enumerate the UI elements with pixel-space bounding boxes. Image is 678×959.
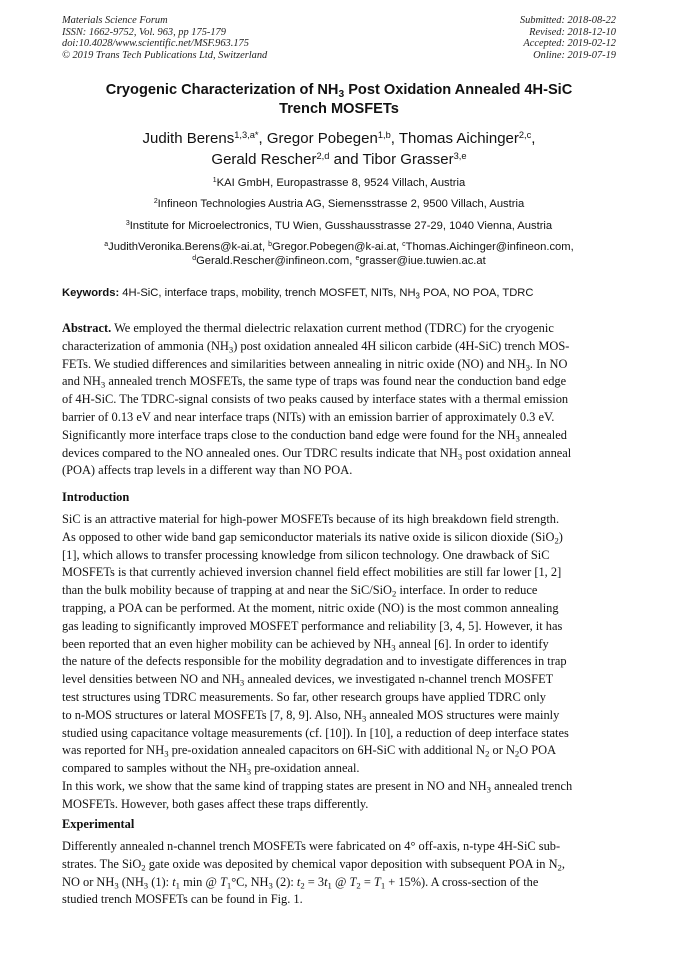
- date-accepted: Accepted: 2019-02-12: [523, 38, 616, 50]
- author-name: Tibor Grasser: [362, 150, 454, 168]
- affiliation-1: $^1$KAI GmbH, Europastrasse 8, 9524 Villach, Austria: [212, 177, 466, 189]
- journal-doi: doi:10.4028/www.scientific.net/MSF.963.175: [62, 38, 249, 50]
- email-link[interactable]: grasser@iue.tuwien.ac.at: [359, 255, 486, 267]
- email-link[interactable]: Gerald.Rescher@infineon.com: [196, 255, 350, 267]
- experimental-text: Differently annealed n-channel trench MOSFETs were fabricated on 4° off-axis, n-type 4H-SiC sub- strates. The SiO$_2$ gate oxide was deposited by chemical vapor deposition with subsequent POA in $N_2$, NO or $NH_3$ ($NH_3$ (1): $t_1$ min @ $T_1^\circ C$, $NH_3$ (2): $t_2 = 3t_1$ @ $T_2 = T_1 + 15\%$). A cross-section of the studied trench MOSFETs can be found in Fig. 1.: [62, 839, 565, 907]
- submission-dates: [520, 15, 616, 61]
- date-online: Online: 2019-07-19: [533, 49, 616, 61]
- abstract-label: Abstract.: [62, 321, 112, 335]
- journal-issn: ISSN: 1662-9752, Vol. 963, pp 175-179: [62, 26, 226, 38]
- section-heading-introduction: Introduction: [62, 490, 130, 504]
- author-emails: $^a$JudithVeronika.Berens@k-ai.at, $^b$Gregor.Pobegen@k-ai.at, $^c$Thomas.Aichinger@infineon.com, $^d$Gerald.Rescher@infineon.com, $^e$grasser@iue.tuwien.ac.at: [104, 241, 574, 267]
- section-heading-experimental: Experimental: [62, 817, 135, 831]
- author-name: Thomas Aichinger: [398, 130, 519, 147]
- journal-name: Materials Science Forum: [62, 15, 168, 26]
- email-link[interactable]: Thomas.Aichinger@infineon.com: [405, 241, 571, 253]
- email-link[interactable]: Gregor.Pobegen@k-ai.at: [272, 241, 396, 253]
- author-list: Judith Berens$^{1,3,a*}$, Gregor Pobegen$^{1,b}$, Thomas Aichinger$^{2,c}$, Gerald Rescher$^{2,d}$ and Tibor Grasser$^{3,e}$: [142, 129, 536, 168]
- keywords: Keywords: 4H-SiC, interface traps, mobility, trench MOSFET, NITs, $NH_3$ POA, NO POA, TDRC: [62, 287, 534, 301]
- journal-info: [62, 15, 267, 61]
- introduction-text: SiC is an attractive material for high-power MOSFETs because of its high breakdown field strength. As opposed to other wide band gap semiconductor materials its native oxide is silicon dioxide (SiO$_2$) [1], which allows to transfer processing knowledge from silicon technology. One drawback of SiC MOSFETs is that currently achieved inversion channel field effect mobilities are still far lower [1, 2] than the bulk mobility because of trapping at and near the SiC/SiO$_2$ interface. In order to reduce trapping, a POA can be performed. At the moment, nitric oxide (NO) is the most common annealing gas leading to significantly improved MOSFET performance and reliability [3, 4, 5]. However, it has been reported that an even higher mobility can be achieved by $NH_3$ anneal [6]. In order to identify the nature of the defects responsible for the mobility degradation and to investigate differences in trap level densities between NO and $NH_3$ annealed devices, we investigated n-channel trench MOSFET test structures using TDRC measurements. So far, other research groups have applied TDRC only to n-MOS structures or lateral MOSFETs [7, 8, 9]. Also, $NH_3$ annealed MOS structures were mainly studied using capacitance voltage measurements (cf. [10]). In [10], a reduction of deep interface states was reported for $NH_3$ pre-oxidation annealed capacitors on 6H-SiC with additional $N_2$ or $N_2O$ POA compared to samples without the $NH_3$ pre-oxidation anneal. In this work, we show that the same kind of trapping states are present in NO and $NH_3$ annealed trench MOSFETs. However, both gases affect these traps differently.: [62, 512, 573, 811]
- author-name: Gregor Pobegen: [266, 130, 378, 147]
- keywords-label: Keywords:: [62, 287, 120, 299]
- date-submitted: Submitted: 2018-08-22: [519, 15, 616, 26]
- author-name: Gerald Rescher: [211, 150, 317, 168]
- abstract: Abstract. We employed the thermal dielectric relaxation current method (TDRC) for the cryogenic characterization of ammonia $(NH_3)$ post oxidation annealed 4H silicon carbide (4H-SiC) trench MOS- FETs. We studied differences and similarities between annealing in nitric oxide (NO) and $NH_3$. In NO and $NH_3$ annealed trench MOSFETs, the same type of traps was found near the conduction band edge of 4H-SiC. The TDRC-signal consists of two peaks caused by interface states with a thermal emission barrier of 0.13 eV and near interface traps (NITs) with an emission barrier of approximately 0.3 eV. Significantly more interface traps close to the conduction band edge were found for the $NH_3$ annealed devices compared to the NO annealed ones. Our TDRC results indicate that $NH_3$ post oxidation anneal (POA) affects trap levels in a different way than NO POA.: [62, 321, 572, 478]
- date-revised: Revised: 2018-12-10: [529, 26, 616, 38]
- journal-copyright: © 2019 Trans Tech Publications Ltd, Switzerland: [62, 49, 268, 61]
- affiliation-2: $^2$Infineon Technologies Austria AG, Siemensstrasse 2, 9500 Villach, Austria: [153, 198, 525, 210]
- email-link[interactable]: JudithVeronika.Berens@k-ai.at: [108, 241, 262, 253]
- author-name: Judith Berens: [142, 130, 235, 147]
- affiliation-3: $^3$Institute for Microelectronics, TU Wien, Gusshausstrasse 27-29, 1040 Vienna, Austria: [125, 220, 553, 232]
- paper-title: Cryogenic Characterization of $NH_3$ Post Oxidation Annealed 4H-SiC Trench MOSFETs: [105, 82, 573, 117]
